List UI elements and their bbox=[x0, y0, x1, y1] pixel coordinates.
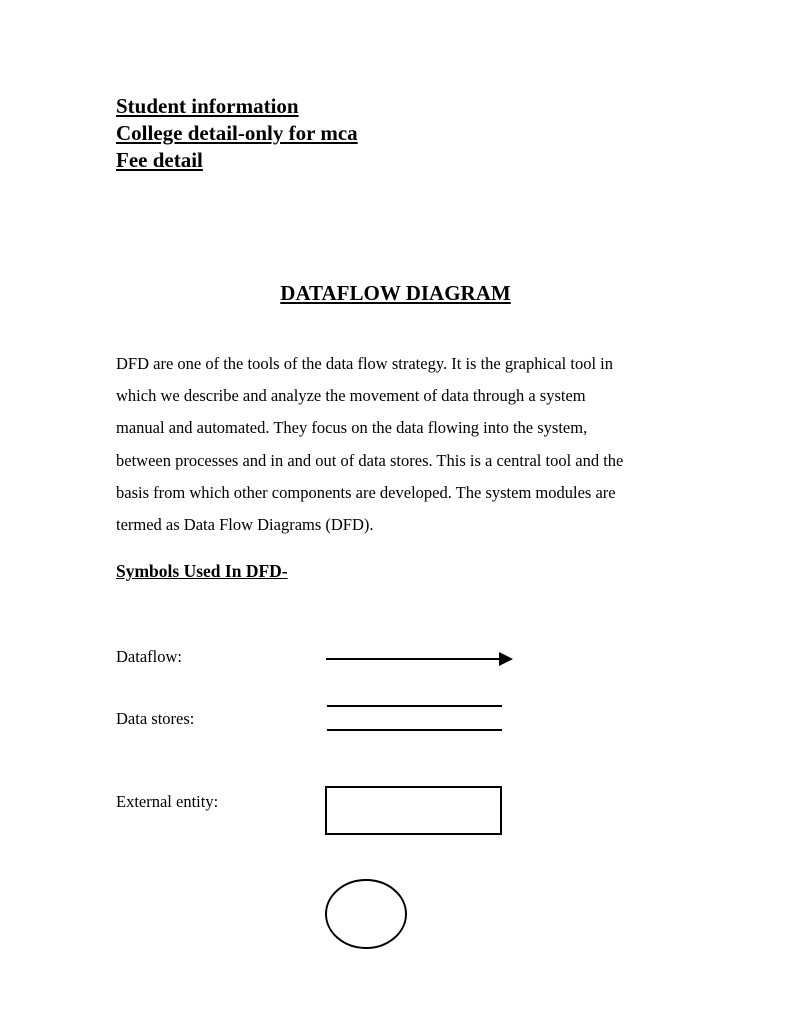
dfd-paragraph bbox=[116, 348, 696, 541]
header-item-fee-detail: Fee detail bbox=[116, 148, 203, 172]
process-circle-icon bbox=[324, 878, 408, 950]
datastore-bottom-line bbox=[327, 729, 502, 731]
dataflow-label: Dataflow: bbox=[116, 647, 182, 666]
header-item-college-detail: College detail-only for mca bbox=[116, 121, 358, 145]
section-title: DATAFLOW DIAGRAM bbox=[280, 281, 511, 305]
datastore-top-line bbox=[327, 705, 502, 707]
paragraph-line: termed as Data Flow Diagrams (DFD). bbox=[116, 515, 374, 535]
dataflow-arrow-icon bbox=[325, 650, 515, 668]
external-entity-label: External entity: bbox=[116, 792, 219, 811]
paragraph-line: which we describe and analyze the movement of data through a system bbox=[116, 386, 586, 406]
paragraph-line: basis from which other components are developed. The system modules are bbox=[116, 482, 616, 502]
datastores-label: Data stores: bbox=[116, 709, 195, 728]
symbols-heading: Symbols Used In DFD- bbox=[116, 561, 288, 581]
paragraph-line: between processes and in and out of data stores. This is a central tool and the bbox=[116, 450, 624, 470]
header-list bbox=[116, 93, 358, 174]
paragraph-line: manual and automated. They focus on the data flowing into the system, bbox=[116, 418, 588, 438]
header-item-student-information: Student information bbox=[116, 94, 299, 118]
external-entity-box bbox=[325, 786, 502, 835]
paragraph-line: DFD are one of the tools of the data flow strategy. It is the graphical tool in bbox=[116, 354, 614, 373]
